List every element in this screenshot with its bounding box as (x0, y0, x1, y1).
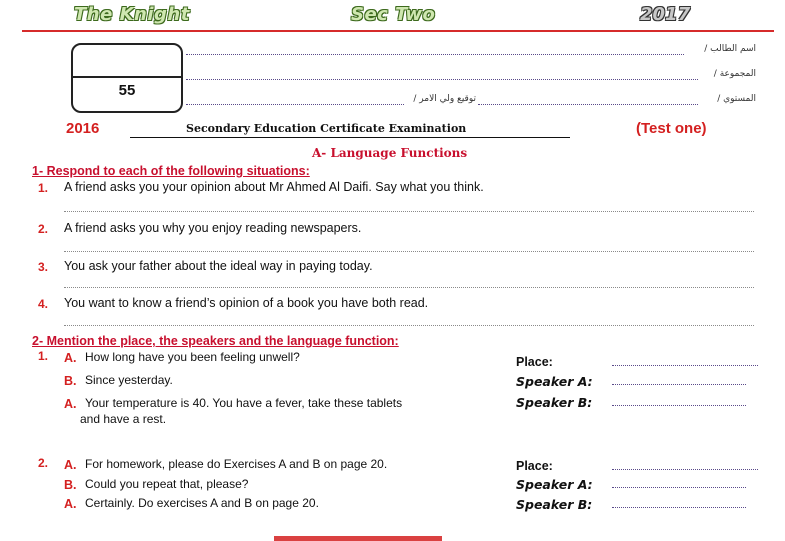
dialogue2-place-answer[interactable] (612, 469, 758, 470)
dialogue2-line: For homework, please do Exercises A and B on page 20. (85, 457, 388, 471)
q4-number: 4. (38, 297, 49, 311)
name-label: اسم الطالب / (704, 44, 756, 54)
level-field-line (478, 96, 698, 105)
dialogue1-speaker-b-answer[interactable] (612, 405, 746, 406)
dialogue1-speaker: B. (64, 374, 77, 388)
dialogue1-line: Your temperature is 40. You have a fever, take these tablets (85, 396, 403, 410)
dialogue2-speaker-a-answer[interactable] (612, 487, 746, 488)
q1-number: 1. (38, 181, 49, 195)
q3-number: 3. (38, 260, 49, 274)
header-left-title: The Knight (74, 4, 190, 25)
guardian-label: توقيع ولي الامر / (413, 94, 476, 104)
level-label: المستوي / (717, 94, 756, 104)
header-center-title: Sec Two (351, 4, 436, 25)
q3-answer-line[interactable] (64, 287, 754, 288)
dialogue1-speaker-a-answer[interactable] (612, 384, 746, 385)
dialogue1-line: How long have you been feeling unwell? (85, 350, 300, 364)
dialogue1-speaker: A. (64, 351, 77, 365)
exam-title: Secondary Education Certificate Examination (186, 122, 467, 135)
score-box-divider (71, 76, 181, 78)
q4-text: You want to know a friend’s opinion of a book you have both read. (64, 296, 429, 310)
header-divider (22, 30, 774, 32)
section-a-title: A- Language Functions (312, 146, 468, 160)
test-label: (Test one) (636, 120, 707, 137)
q1-text: A friend asks you your opinion about Mr Ahmed Al Daifi. Say what you think. (64, 180, 484, 194)
exam-title-underline (130, 137, 570, 138)
dialogue2-speaker: B. (64, 478, 77, 492)
dialogue1-speaker: A. (64, 397, 77, 411)
header-year: 2017 (640, 4, 691, 25)
name-field-line (186, 46, 684, 55)
part2-heading: 2- Mention the place, the speakers and the language function: (32, 334, 399, 348)
dialogue2-speaker-b-answer[interactable] (612, 507, 746, 508)
dialogue1-line: Since yesterday. (85, 373, 173, 387)
q4-answer-line[interactable] (64, 325, 754, 326)
score-box (71, 43, 183, 113)
group-label: المجموعة / (713, 69, 756, 79)
dialogue1-line-continued: and have a rest. (80, 412, 167, 426)
dialogue2-speaker-b-label: Speaker B: (516, 497, 593, 512)
dialogue1-place-answer[interactable] (612, 365, 758, 366)
dialogue1-speaker-a-label: Speaker A: (516, 374, 593, 389)
dialogue2-speaker: A. (64, 458, 77, 472)
dialogue2-place-label: Place: (516, 459, 553, 473)
q2-number: 2. (38, 222, 49, 236)
q1-answer-line[interactable] (64, 211, 754, 212)
dialogue1-speaker-b-label: Speaker B: (516, 395, 593, 410)
dialogue1-number: 1. (38, 349, 49, 363)
part1-heading: 1- Respond to each of the following situations: (32, 164, 310, 178)
exam-year: 2016 (66, 120, 100, 137)
score-value: 55 (118, 82, 136, 99)
dialogue2-speaker-a-label: Speaker A: (516, 477, 593, 492)
dialogue1-place-label: Place: (516, 355, 553, 369)
q3-text: You ask your father about the ideal way in paying today. (64, 259, 373, 273)
next-section-heading-clipped (274, 536, 442, 541)
guardian-field-line (186, 96, 404, 105)
group-field-line (186, 71, 698, 80)
q2-answer-line[interactable] (64, 251, 754, 252)
dialogue2-line: Certainly. Do exercises A and B on page 20. (85, 496, 319, 510)
dialogue2-speaker: A. (64, 497, 77, 511)
dialogue2-line: Could you repeat that, please? (85, 477, 249, 491)
q2-text: A friend asks you why you enjoy reading newspapers. (64, 221, 362, 235)
dialogue2-number: 2. (38, 456, 49, 470)
